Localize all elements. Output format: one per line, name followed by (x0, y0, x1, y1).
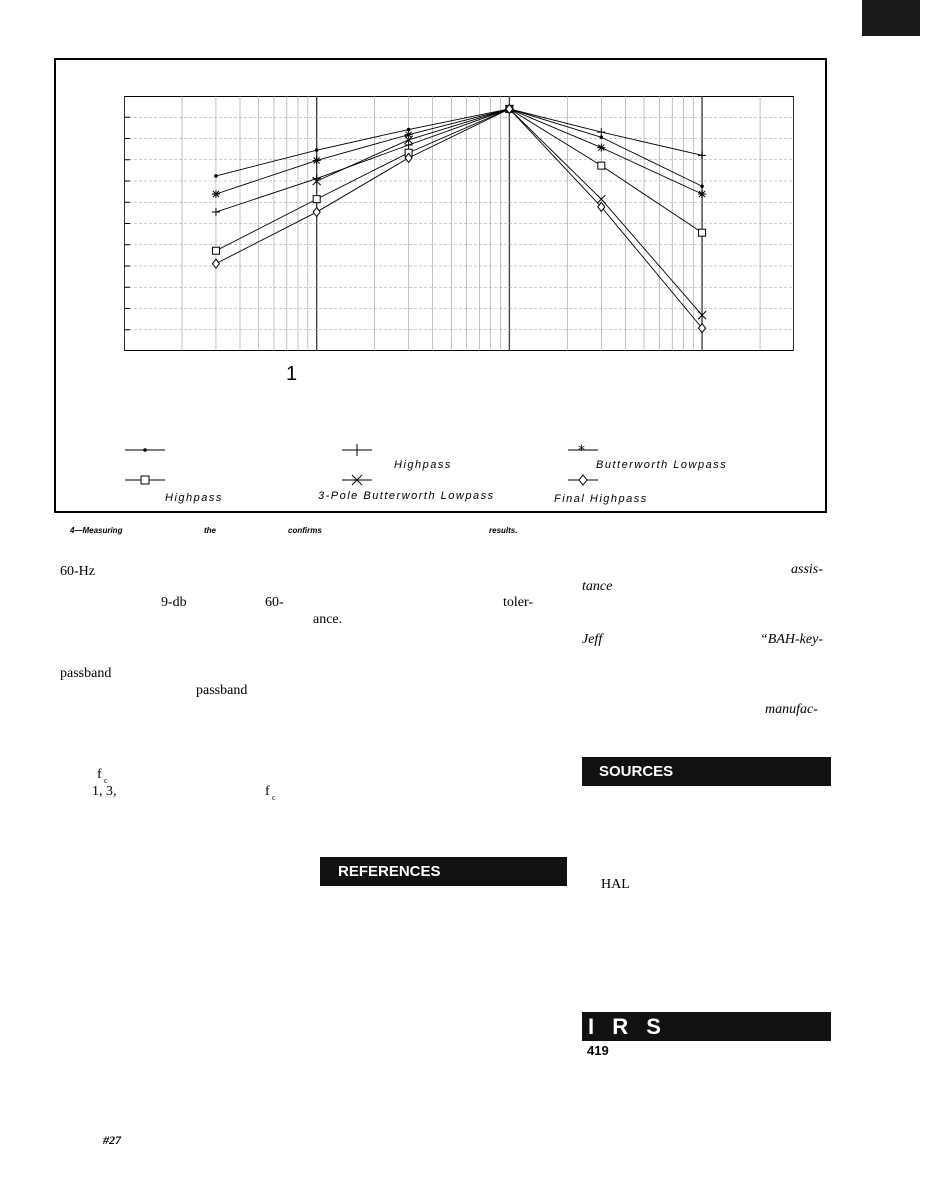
irs-heading: I R S (588, 1014, 667, 1039)
data-point (698, 151, 706, 159)
data-point (313, 208, 320, 217)
text-fragment: HAL (601, 877, 630, 892)
references-heading: REFERENCES (338, 863, 441, 880)
text-fragment: 9-db (161, 595, 187, 610)
figure-marker: 1 (286, 363, 298, 385)
data-point (212, 190, 220, 198)
text-fragment: toler- (503, 595, 534, 610)
legend-label: Butterworth Lowpass (596, 459, 728, 471)
data-point (315, 148, 319, 152)
series-line (216, 109, 702, 328)
text-fragment: ance. (313, 612, 343, 627)
legend-line-4 (125, 476, 165, 484)
series-line (216, 109, 702, 251)
legend-line-5 (342, 475, 372, 485)
caption-word: the (204, 526, 216, 535)
legend-line-1 (125, 448, 165, 452)
text-fragment: 1, 3, (92, 784, 117, 799)
data-point (212, 247, 219, 254)
text-fragment: f (265, 784, 270, 799)
svg-text:*: * (578, 443, 585, 459)
text-fragment: 419 (587, 1043, 609, 1058)
text-fragment: manufac- (765, 702, 818, 717)
text-fragment: f (97, 767, 102, 782)
data-point (597, 144, 605, 152)
text-fragment: 60-Hz (60, 564, 95, 579)
text-fragment: c (272, 793, 276, 802)
legend-label: Highpass (394, 459, 452, 471)
data-point (598, 162, 605, 169)
data-point (698, 190, 706, 198)
references-banner (320, 857, 567, 886)
data-point (313, 156, 321, 164)
sources-heading: SOURCES (599, 763, 674, 780)
sources-banner (582, 757, 831, 786)
data-point (212, 259, 219, 268)
text-fragment: Jeff (582, 632, 603, 647)
text-fragment: assis- (791, 562, 823, 577)
corner-tab (862, 0, 920, 36)
irs-banner (582, 1012, 831, 1041)
text-fragment: passband (60, 666, 112, 681)
text-fragment: c (104, 776, 108, 785)
text-fragment: #27 (103, 1133, 121, 1147)
legend-label: 3-Pole Butterworth Lowpass (318, 490, 495, 502)
caption-word: results. (489, 526, 518, 535)
text-fragment: passband (196, 683, 248, 698)
data-point (700, 184, 704, 188)
text-fragment: tance (582, 579, 613, 594)
text-fragment: “BAH-key- (760, 632, 823, 647)
plot-grid (124, 96, 794, 351)
legend-line-2 (342, 444, 372, 456)
data-point (699, 229, 706, 236)
legend-line-6 (568, 475, 598, 485)
data-point (597, 128, 605, 136)
data-point (313, 196, 320, 203)
data-point (212, 208, 220, 216)
series-line (216, 109, 702, 186)
caption-lead: 4—Measuring (70, 526, 123, 535)
response-plot (124, 96, 794, 356)
text-fragment: 60- (265, 595, 284, 610)
legend-symbols (120, 440, 640, 490)
legend-line-3 (568, 443, 598, 459)
legend-label: Final Highpass (554, 493, 648, 505)
data-point (214, 174, 218, 178)
legend-label: Highpass (165, 492, 223, 504)
caption-word: confirms (288, 526, 322, 535)
